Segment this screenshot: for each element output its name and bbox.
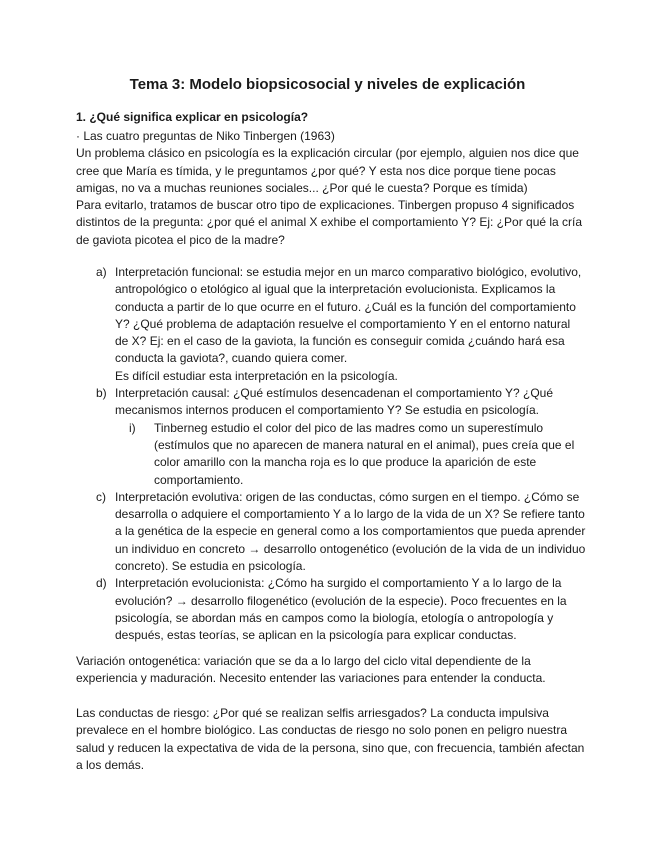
list-item-note: Es difícil estudiar esta interpretación en la psicología. [115, 368, 398, 383]
list-item-d [76, 575, 586, 644]
list-item-text: Interpretación evolucionista: ¿Cómo ha surgido el comportamiento Y a lo largo de la evolución? → desarrollo filogenético (evolución de la especie). Poco frecuentes en la psicología, se abordan más en campos como la biología, etología o antropología y después, estas teorías, se aplican en la psicología para explicar conductas. [115, 576, 567, 643]
list-item-b [76, 385, 586, 489]
list-marker: a) [96, 265, 107, 279]
intro-paragraph-2: Para evitarlo, tratamos de buscar otro tipo de explicaciones. Tinbergen propuso 4 significados distintos de la pregunta: ¿por qué el animal X exhibe el comportamiento Y? Ej: ¿Por qué la cría de gaviota picotea el pico de la madre? [76, 198, 583, 247]
list-marker: d) [96, 576, 107, 591]
list-item-text: Interpretación evolutiva: origen de las conductas, cómo surgen en el tiempo. ¿Cómo se desarrolla o adquiere el comportamiento Y a lo largo de la vida de un X? Se refiere tanto a la genética de la especie en general como a los comportamientos que pueda aprender un individuo en concreto → desarrollo ontogenético (evolución de la vida de un individuo concreto). Se estudia en psicología. [115, 489, 586, 574]
list-marker: c) [96, 489, 106, 504]
list-item-text: Interpretación funcional: se estudia mejor en un marco comparativo biológico, evolutivo, antropológico o etológico al igual que la interpretación evolucionista. Explicamos la conducta a partir de lo que ocurre en el futuro. ¿Cuál es la función del comportamiento Y? ¿Qué problema de adaptación resuelve el comportamiento Y en el entorno natural de X? Ej: en el caso de la gaviota, la función es conseguir comida ¿cuándo hará esa conducta la gaviota?, cuando quiera comer. [115, 265, 582, 366]
risk-behavior-paragraph: Las conductas de riesgo: ¿Por qué se realizan selfis arriesgados? La conducta impulsiva prevalece en el hombre biológico. Las conductas de riesgo no solo ponen en peligro nuestra salud y reducen la expectativa de vida de la persona, sino que, con frecuencia, también afectan a los demás. [76, 706, 585, 772]
section-heading: 1. ¿Qué significa explicar en psicología? [76, 110, 309, 124]
sub-list-item-i [76, 420, 586, 489]
section-intro [76, 128, 586, 249]
list-item-text: Interpretación causal: ¿Qué estímulos desencadenan el comportamiento Y? ¿Qué mecanismos internos producen el comportamiento Y? Se estudia en psicología. [115, 386, 554, 418]
page-title: Tema 3: Modelo biopsicosocial y niveles de explicación [129, 76, 526, 93]
list-marker: b) [96, 386, 107, 401]
intro-bullet: · Las cuatro preguntas de Niko Tinbergen (1963) [76, 129, 335, 143]
list-item-a [76, 264, 586, 385]
list-item-c [76, 489, 586, 575]
sub-list-item-text: Tinberneg estudio el color del pico de las madres como un superestímulo (estímulos que no aparecen de manera natural en el animal), pues creía que el color amarillo con la mancha roja es lo que produce la aparición de este comportamiento. [154, 420, 575, 487]
sub-list-marker: i) [129, 420, 136, 435]
ontogenetic-paragraph: Variación ontogenética: variación que se da a lo largo del ciclo vital dependiente de la experiencia y maduración. Necesito entender las variaciones para entender la conducta. [76, 654, 546, 686]
intro-paragraph-1: Un problema clásico en psicología es la explicación circular (por ejemplo, alguien nos dice que cree que María es tímida, y le preguntamos ¿por qué? Y esta nos dice porque tiene pocas amigas, no va a muchas reuniones sociales... ¿Por qué le cuesta? Porque es tímida) [76, 146, 579, 195]
interpretations-list [76, 264, 586, 645]
